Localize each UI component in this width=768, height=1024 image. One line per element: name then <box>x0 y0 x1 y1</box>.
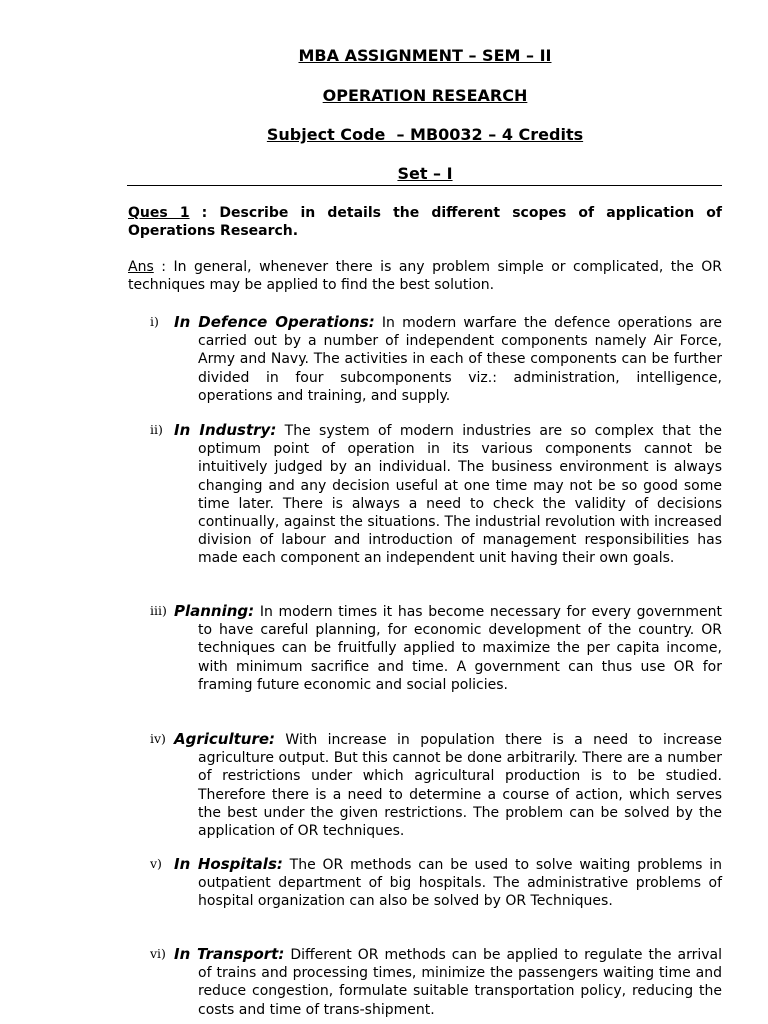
question-text: : Describe in details the different scopes of application of Operations Research. <box>128 205 722 239</box>
item-text: With increase in population there is a need to increase agriculture output. But this cannot be done arbitrarily. There are a number of restrictions under which agricultural production is to be studied. Therefore there is a need to determine a course of action, which serves the best under the given restrictions. The problem can be solved by the application of OR techniques. <box>198 732 722 840</box>
item-text: In modern times it has become necessary for every government to have careful planning, for economic development of the country. OR techniques can be fruitfully applied to maximize the per capita income, with minimum sacrifice and time. A government can thus use OR for framing future economic and social policies. <box>198 604 722 693</box>
item-number: v) <box>150 856 162 871</box>
answer-label: Ans <box>128 259 154 275</box>
subject-code: Subject Code – MB0032 – 4 Credits <box>266 125 584 144</box>
item-number: i) <box>150 314 159 329</box>
item-text: The system of modern industries are so complex that the optimum point of operation in its various components cannot be intuitively judged by an individual. The business environment is always changing and any decision useful at one time may not be so good some time later. There is always a need to check the validity of decisions continually, against the situations. The industrial revolution with increased division of labour and introduction of management responsibilities has made each component an independent unit having their own goals. <box>198 423 723 567</box>
list-item <box>128 855 722 911</box>
item-text: The OR methods can be used to solve waiting problems in outpatient department of big hospitals. The administrative problems of hospital organization can also be solved by OR Techniques. <box>198 857 722 910</box>
item-text: Different OR methods can be applied to regulate the arrival of trains and processing times, minimize the passengers waiting time and reduce congestion, formulate suitable transportation policy, reducing the costs and time of trans-shipment. <box>198 947 722 1018</box>
item-term: In Defence Operations: <box>174 313 375 331</box>
item-term: Planning: <box>174 602 255 620</box>
list-item <box>128 421 722 568</box>
list-item <box>128 730 722 840</box>
header-divider <box>127 185 722 186</box>
item-number: vi) <box>150 946 166 961</box>
set-label: Set – I <box>397 164 453 183</box>
answer-text: : In general, whenever there is any problem simple or complicated, the OR techniques may be applied to find the best solution. <box>128 259 722 293</box>
list-item <box>128 945 722 1019</box>
answer-intro <box>128 259 722 294</box>
item-number: ii) <box>150 422 163 437</box>
item-term: In Transport: <box>174 945 285 963</box>
item-term: In Hospitals: <box>174 855 283 873</box>
item-text: In modern warfare the defence operations are carried out by a number of independent components namely Air Force, Army and Navy. The activities in each of these components can be further divided in four subcomponents viz.: administration, intelligence, operations and training, and supply. <box>198 315 722 404</box>
item-number: iv) <box>150 731 166 746</box>
subject-name: OPERATION RESEARCH <box>322 86 528 105</box>
item-number: iii) <box>150 603 167 618</box>
list-item <box>128 602 722 694</box>
question <box>128 205 722 240</box>
document-title: MBA ASSIGNMENT – SEM – II <box>298 46 552 65</box>
item-term: Agriculture: <box>174 730 276 748</box>
item-term: In Industry: <box>174 421 277 439</box>
list-item <box>128 313 722 405</box>
question-label: Ques 1 <box>128 205 190 221</box>
